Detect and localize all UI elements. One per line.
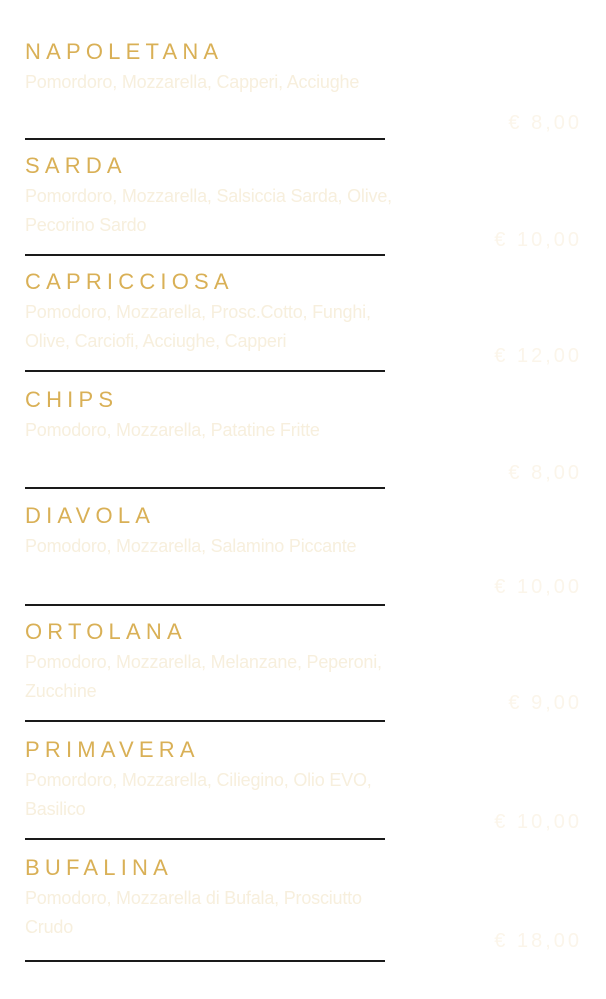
menu-item-description: Pomordoro, Mozzarella, Ciliegino, Olio EVO, Basilico bbox=[25, 770, 372, 819]
menu-item-name: CHIPS bbox=[25, 387, 119, 412]
menu-item-divider bbox=[25, 138, 385, 140]
menu-item-name: SARDA bbox=[25, 153, 127, 178]
menu-item-chips bbox=[0, 386, 606, 502]
menu-item-primavera bbox=[0, 736, 606, 852]
menu-item-divider bbox=[25, 370, 385, 372]
menu-item-napoletana bbox=[0, 38, 606, 154]
menu-item-ortolana bbox=[0, 618, 606, 734]
menu-item-description: Pomodoro, Mozzarella, Patatine Fritte bbox=[25, 420, 320, 440]
menu-item-price: € 10,00 bbox=[494, 811, 582, 833]
menu-item-price: € 18,00 bbox=[494, 930, 582, 952]
menu-item-description: Pomodoro, Mozzarella, Salamino Piccante bbox=[25, 536, 357, 556]
menu-item-description: Pomodoro, Mozzarella, Prosc.Cotto, Funghi, Olive, Carciofi, Acciughe, Capperi bbox=[25, 302, 371, 351]
menu-item-bufalina bbox=[0, 854, 606, 970]
menu-item-divider bbox=[25, 720, 385, 722]
menu-item-name: DIAVOLA bbox=[25, 503, 156, 528]
menu-item-price: € 12,00 bbox=[494, 345, 582, 367]
menu-item-divider bbox=[25, 960, 385, 962]
menu-item-capricciosa bbox=[0, 268, 606, 384]
menu-item-divider bbox=[25, 604, 385, 606]
menu-item-price: € 8,00 bbox=[508, 462, 582, 484]
menu-item-name: BUFALINA bbox=[25, 855, 173, 880]
menu-item-diavola bbox=[0, 502, 606, 618]
menu-item-sarda bbox=[0, 152, 606, 268]
menu-item-name: ORTOLANA bbox=[25, 619, 187, 644]
menu-item-price: € 10,00 bbox=[494, 576, 582, 598]
menu-item-price: € 10,00 bbox=[494, 229, 582, 251]
menu-item-description: Pomordoro, Mozzarella, Salsiccia Sarda, Olive, Pecorino Sardo bbox=[25, 186, 392, 235]
menu-item-description: Pomodoro, Mozzarella di Bufala, Prosciutto Crudo bbox=[25, 888, 362, 937]
menu-item-price: € 8,00 bbox=[508, 112, 582, 134]
menu-item-description: Pomordoro, Mozzarella, Capperi, Acciughe bbox=[25, 72, 360, 92]
menu-item-divider bbox=[25, 254, 385, 256]
menu-item-price: € 9,00 bbox=[508, 692, 582, 714]
menu-item-description: Pomodoro, Mozzarella, Melanzane, Peperoni, Zucchine bbox=[25, 652, 382, 701]
menu-item-name: CAPRICCIOSA bbox=[25, 269, 234, 294]
menu-item-divider bbox=[25, 838, 385, 840]
menu-item-name: NAPOLETANA bbox=[25, 39, 224, 64]
menu-item-name: PRIMAVERA bbox=[25, 737, 200, 762]
menu-item-divider bbox=[25, 487, 385, 489]
